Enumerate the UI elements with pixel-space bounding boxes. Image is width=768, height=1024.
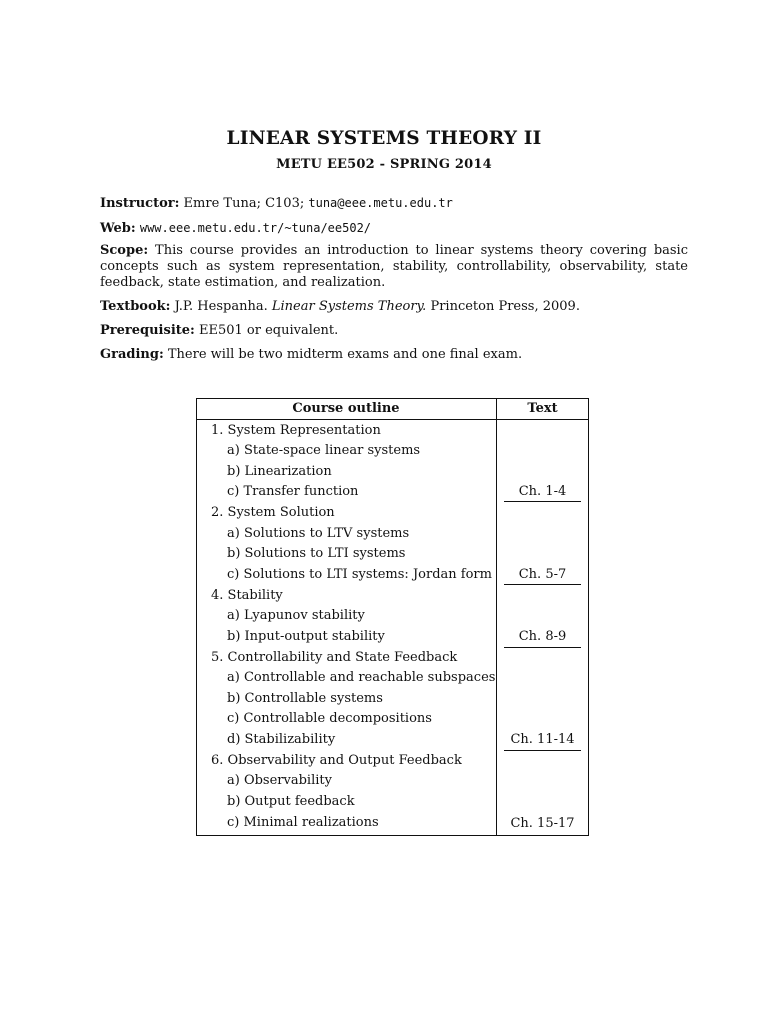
- outline-row: 4. Stability: [211, 588, 283, 603]
- instructor-text: Emre Tuna; C103;: [183, 196, 305, 211]
- grading-line: [100, 347, 688, 363]
- outline-row: b) Linearization: [227, 464, 332, 479]
- scope-label: Scope:: [100, 243, 149, 258]
- chapter-ref: Ch. 15-17: [510, 816, 575, 831]
- outline-row: a) Lyapunov stability: [227, 608, 365, 623]
- instructor-line: [100, 195, 688, 212]
- outline-row: a) Solutions to LTV systems: [227, 526, 410, 541]
- chapter-rule: [504, 501, 581, 502]
- chapter-ref: Ch. 1-4: [518, 484, 567, 499]
- prerequisite-text: EE501 or equivalent.: [198, 323, 339, 338]
- outline-row: 1. System Representation: [211, 423, 381, 438]
- outline-row: a) State-space linear systems: [227, 443, 421, 458]
- web-url[interactable]: www.eee.metu.edu.tr/~tuna/ee502/: [139, 221, 372, 235]
- header-text: Text: [527, 401, 558, 416]
- prerequisite-label: Prerequisite:: [100, 323, 195, 338]
- outline-row: 6. Observability and Output Feedback: [211, 753, 462, 768]
- grading-text: There will be two midterm exams and one final exam.: [167, 347, 523, 362]
- outline-row: c) Transfer function: [227, 484, 359, 499]
- prerequisite-line: [100, 323, 688, 339]
- chapter-rule: [504, 750, 581, 751]
- web-line: [100, 220, 688, 237]
- textbook-label: Textbook:: [100, 299, 171, 314]
- instructor-email[interactable]: tuna@eee.metu.edu.tr: [308, 196, 453, 210]
- outline-row: d) Stabilizability: [227, 732, 336, 747]
- instructor-label: Instructor:: [100, 196, 180, 211]
- textbook-title: Linear Systems Theory.: [271, 299, 427, 314]
- table-right-rule: [588, 398, 589, 836]
- chapter-ref: Ch. 8-9: [518, 629, 567, 644]
- scope-paragraph: [100, 243, 688, 291]
- chapter-ref: Ch. 11-14: [510, 732, 575, 747]
- grading-label: Grading:: [100, 347, 164, 362]
- header-course-outline: Course outline: [292, 401, 400, 416]
- outline-row: c) Controllable decompositions: [227, 711, 432, 726]
- table-left-rule: [196, 398, 197, 836]
- course-outline-table: [196, 398, 589, 836]
- outline-row: c) Solutions to LTI systems: Jordan form: [227, 567, 492, 582]
- page-subtitle: METU EE502 - SPRING 2014: [276, 157, 492, 172]
- outline-row: 5. Controllability and State Feedback: [211, 650, 458, 665]
- chapter-rule: [504, 647, 581, 648]
- table-divider-rule: [496, 398, 497, 836]
- chapter-rule: [504, 584, 581, 585]
- textbook-line: [100, 299, 688, 315]
- page-title: LINEAR SYSTEMS THEORY II: [226, 128, 542, 149]
- outline-row: b) Controllable systems: [227, 691, 383, 706]
- outline-row: c) Minimal realizations: [227, 815, 379, 830]
- table-bottom-rule: [196, 835, 589, 836]
- textbook-author: J.P. Hespanha.: [174, 299, 268, 314]
- table-header-rule: [196, 419, 589, 420]
- outline-row: a) Controllable and reachable subspaces: [227, 670, 496, 685]
- outline-row: b) Solutions to LTI systems: [227, 546, 406, 561]
- outline-row: b) Input-output stability: [227, 629, 385, 644]
- scope-text: This course provides an introduction to linear systems theory covering basic concepts such as system representation, stability, controllability, observability, state feedback, state estimation, and realization.: [100, 243, 688, 290]
- chapter-ref: Ch. 5-7: [518, 567, 567, 582]
- web-label: Web:: [100, 221, 136, 236]
- outline-row: a) Observability: [227, 773, 332, 788]
- textbook-publisher: Princeton Press, 2009.: [430, 299, 580, 314]
- table-top-rule: [196, 398, 589, 399]
- outline-row: 2. System Solution: [211, 505, 335, 520]
- outline-row: b) Output feedback: [227, 794, 355, 809]
